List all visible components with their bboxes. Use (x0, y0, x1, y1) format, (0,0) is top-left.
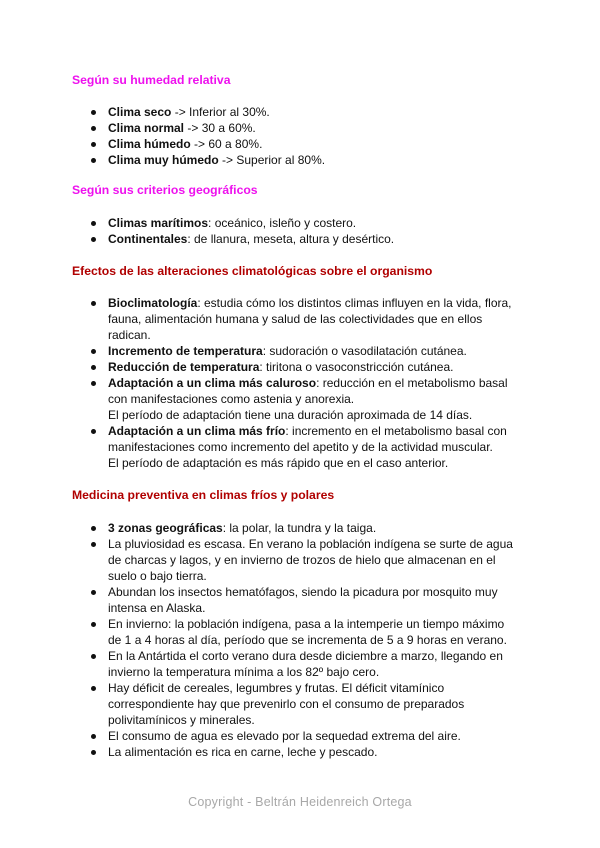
list-item: Reducción de temperatura: tiritona o vasoconstricción cutánea. (0, 359, 600, 375)
list-item: Clima muy húmedo -> Superior al 80%. (0, 152, 600, 168)
list-item: El consumo de agua es elevado por la sequedad extrema del aire. (0, 728, 600, 744)
copyright-footer: Copyright - Beltrán Heidenreich Ortega (188, 795, 412, 809)
list-item: Clima seco -> Inferior al 30%. (0, 104, 600, 120)
list-item: En invierno: la población indígena, pasa a la intemperie un tiempo máximo de 1 a 4 horas al día, período que se incrementa de 5 a 9 horas en verano. (0, 616, 600, 648)
section-title-effects: Efectos de las alteraciones climatológicas sobre el organismo (72, 264, 433, 278)
list-item: La pluviosidad es escasa. En verano la población indígena se surte de agua de charcas y lagos, y en invierno de trozos de hielo que almacenan en el suelo o bajo tierra. (0, 536, 600, 584)
list-item: Clima normal -> 30 a 60%. (0, 120, 600, 136)
list-item: 3 zonas geográficas: la polar, la tundra y la taiga. (0, 520, 600, 536)
list-item: En la Antártida el corto verano dura desde diciembre a marzo, llegando en invierno la temperatura mínima a los 82º bajo cero. (0, 648, 600, 680)
section-title-geographic: Según sus criterios geográficos (72, 183, 258, 197)
list-item: Clima húmedo -> 60 a 80%. (0, 136, 600, 152)
list-item: Adaptación a un clima más caluroso: reducción en el metabolismo basal con manifestaciones como astenia y anorexia. El período de adaptación tiene una duración aproximada de 14 días. (0, 375, 600, 423)
effects-list (0, 295, 600, 471)
geographic-list (0, 215, 600, 247)
list-item: Abundan los insectos hematófagos, siendo la picadura por mosquito muy intensa en Alaska. (0, 584, 600, 616)
list-item: Climas marítimos: oceánico, isleño y costero. (0, 215, 600, 231)
list-item: La alimentación es rica en carne, leche y pescado. (0, 744, 600, 760)
preventive-list (0, 520, 600, 760)
section-title-preventive: Medicina preventiva en climas fríos y polares (72, 488, 335, 502)
list-item: Bioclimatología: estudia cómo los distintos climas influyen en la vida, flora, fauna, alimentación humana y salud de las colectividades que en ellos radican. (0, 295, 600, 343)
section-title-humidity: Según su humedad relativa (72, 73, 231, 87)
humidity-list (0, 104, 600, 168)
list-item: Hay déficit de cereales, legumbres y frutas. El déficit vitamínico correspondiente hay que prevenirlo con el consumo de preparados polivitamínicos y minerales. (0, 680, 600, 728)
list-item: Continentales: de llanura, meseta, altura y desértico. (0, 231, 600, 247)
list-item: Adaptación a un clima más frío: incremento en el metabolismo basal con manifestaciones como incremento del apetito y de la actividad muscular. El período de adaptación es más rápido que en el caso anterior. (0, 423, 600, 471)
list-item: Incremento de temperatura: sudoración o vasodilatación cutánea. (0, 343, 600, 359)
